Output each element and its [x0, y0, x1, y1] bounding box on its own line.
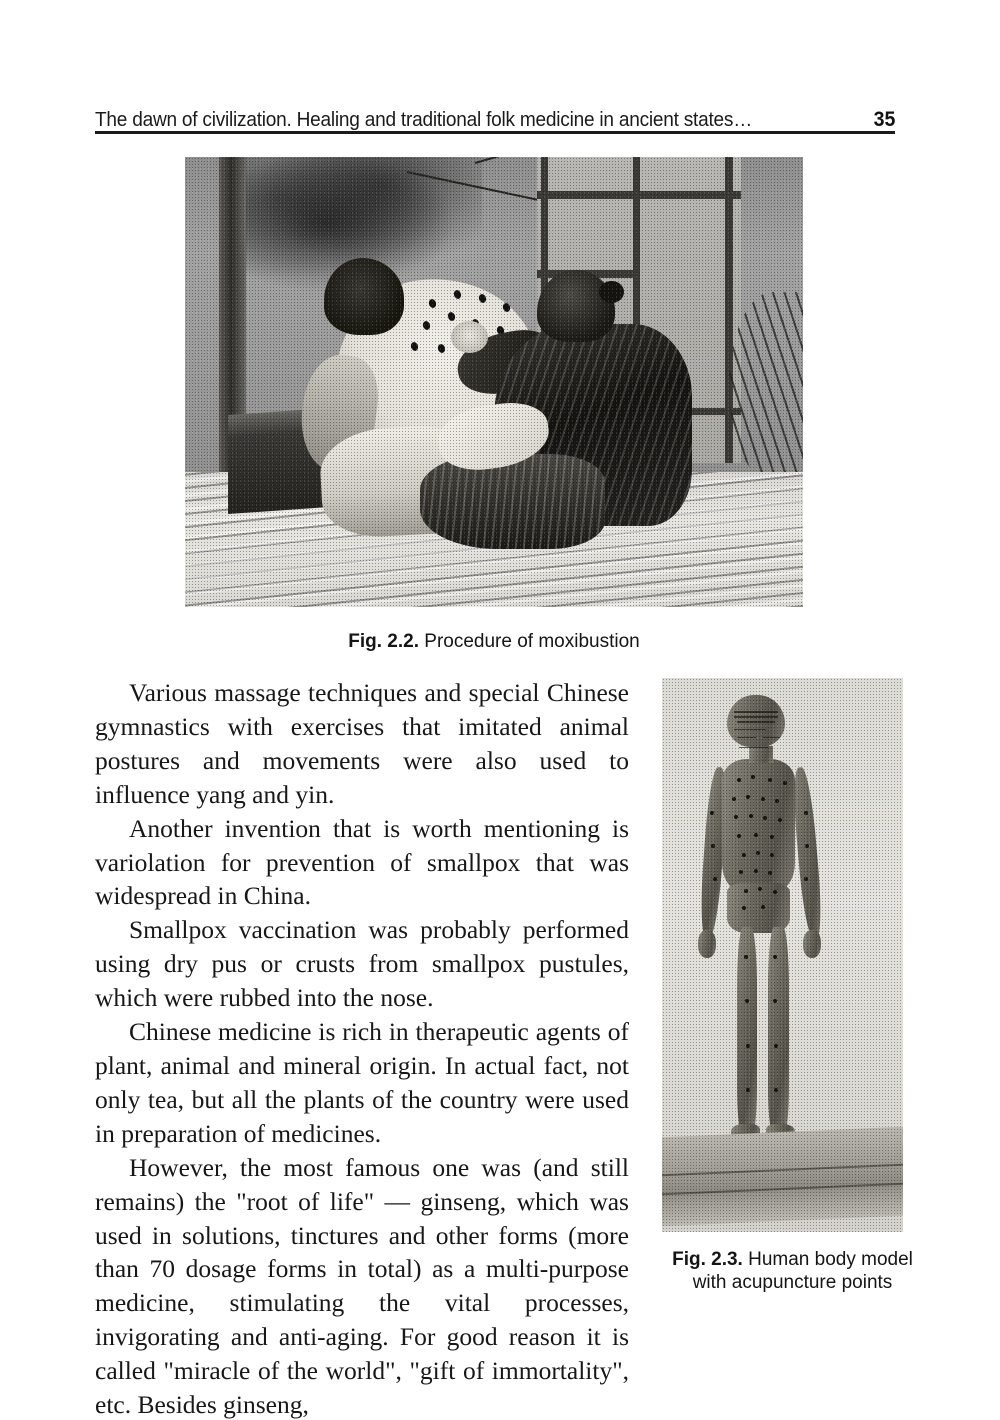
hair-line: [734, 711, 777, 713]
page-number: 35: [873, 108, 895, 131]
practitioner-lap: [420, 454, 605, 549]
acupuncture-point: [783, 781, 787, 785]
acupuncture-point: [768, 871, 772, 875]
figure-2-2-image: [185, 157, 803, 607]
acupuncture-point: [742, 853, 746, 857]
hair-line: [734, 716, 777, 718]
figure-2-3-image: [662, 678, 903, 1232]
acupuncture-point: [742, 906, 746, 910]
eye-line: [763, 737, 780, 739]
bronze-leg-right: [768, 927, 788, 1132]
acupuncture-point: [778, 818, 782, 822]
figure-2-3-caption-line1: Human body model: [742, 1249, 913, 1270]
acupuncture-point: [761, 797, 765, 801]
body-paragraph: However, the most famous one was (and still remains) the "root of life" — ginseng, which was used in solutions, tinctures and other forms (more than 70 dosage forms in total) as a multi-purpose medicine, stimulating the vital processes, invigorating and anti-aging. For good reason it is called "miracle of the world", "gift of immortality", etc. Besides ginseng,: [95, 1152, 629, 1420]
acupuncture-point: [754, 833, 758, 837]
figure-2-3-caption-line2: with acupuncture points: [692, 1272, 893, 1294]
header-title: The dawn of civilization. Healing and traditional folk medicine in ancient states…: [95, 108, 753, 131]
body-paragraph: Another invention that is worth mentioning is variolation for prevention of smallpox that was widespread in China.: [95, 813, 629, 911]
acupuncture-point: [773, 955, 777, 959]
acupuncture-point: [739, 870, 743, 874]
acupuncture-point: [774, 1044, 778, 1048]
acupuncture-point: [768, 778, 772, 782]
acupuncture-point: [744, 889, 748, 893]
acupuncture-point: [737, 778, 741, 782]
body-paragraph: Smallpox vaccination was probably performed using dry pus or crusts from smallpox pustules, which were rubbed into the nose.: [95, 915, 629, 1013]
header-divider: [95, 131, 895, 134]
acupuncture-point: [737, 834, 741, 838]
acupuncture-point: [732, 797, 736, 801]
body-paragraph: Chinese medicine is rich in therapeutic agents of plant, animal and mineral origin. In actual fact, not only tea, but all the plants of the country were used in preparation of medicines.: [95, 1017, 629, 1148]
body-text-column: [95, 676, 629, 1420]
brow-line: [734, 729, 765, 731]
figure-2-2-caption-text: Procedure of moxibustion: [419, 631, 640, 652]
figure-2-3-caption: [645, 1248, 940, 1294]
running-header: [95, 96, 895, 132]
acupuncture-point: [774, 1088, 778, 1092]
bronze-torso: [722, 759, 794, 892]
body-paragraph: Various massage techniques and special Chinese gymnastics with exercises that imitated animal postures and movements were also used to influence yang and yin.: [95, 678, 629, 809]
moxibustion-engraving: [185, 157, 803, 607]
practitioner-hand: [451, 321, 488, 353]
hair-line: [737, 721, 776, 723]
wooden-plinth: [662, 1127, 903, 1227]
acupuncture-point: [754, 869, 758, 873]
bronze-hand-left: [698, 930, 716, 958]
figure-2-2-label: Fig. 2.2.: [348, 631, 419, 652]
mouth-line: [739, 747, 768, 749]
patient-head: [324, 258, 404, 335]
shoji-bar: [537, 191, 741, 199]
practitioner-topknot: [599, 281, 624, 304]
acupuncture-point: [761, 905, 765, 909]
acupuncture-point: [773, 890, 777, 894]
figure-2-2-caption: [185, 630, 803, 653]
acupuncture-point: [744, 955, 748, 959]
bronze-neck: [749, 746, 773, 764]
acupuncture-point: [756, 851, 760, 855]
figure-2-3-label: Fig. 2.3.: [672, 1249, 743, 1270]
bronze-hand-right: [803, 930, 821, 958]
eye-line: [737, 737, 756, 739]
